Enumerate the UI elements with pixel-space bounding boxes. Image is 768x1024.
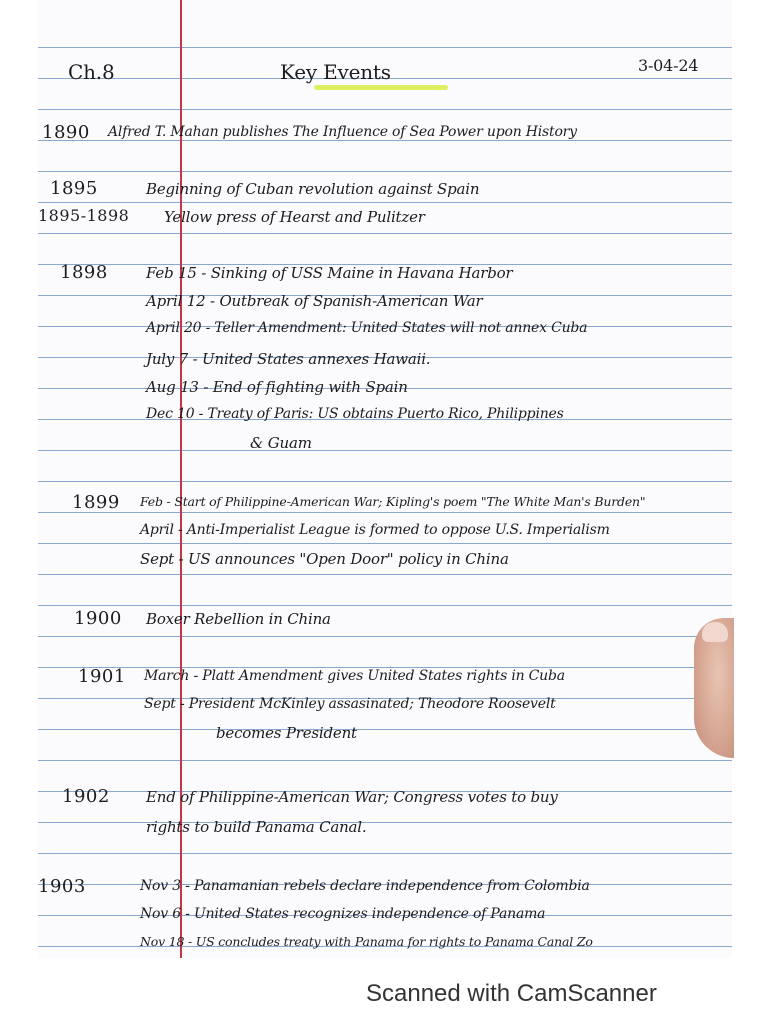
year-1898: 1898	[60, 262, 108, 283]
notebook-page	[38, 0, 732, 958]
event-line: July 7 - United States annexes Hawaii.	[146, 350, 431, 368]
event-line: Dec 10 - Treaty of Paris: US obtains Puerto Rico, Philippines	[146, 406, 564, 422]
event-line: Nov 18 - US concludes treaty with Panama for rights to Panama Canal Zo	[140, 934, 593, 949]
event-line: April - Anti-Imperialist League is formed to oppose U.S. Imperialism	[140, 522, 610, 538]
year-1902: 1902	[62, 786, 110, 807]
chapter-label: Ch.8	[68, 60, 115, 84]
event-line: Sept - US announces "Open Door" policy in China	[140, 550, 509, 568]
year-1890: 1890	[42, 122, 90, 143]
date: 3-04-24	[638, 56, 699, 75]
event-line: & Guam	[250, 434, 312, 452]
event-line: End of Philippine-American War; Congress votes to buy	[146, 788, 558, 806]
event-line: March - Platt Amendment gives United States rights in Cuba	[144, 668, 565, 684]
title-highlight	[314, 85, 448, 90]
event-line: Alfred T. Mahan publishes The Influence of Sea Power upon History	[108, 124, 577, 140]
thumb-image	[694, 618, 734, 758]
event-line: becomes President	[216, 724, 357, 742]
year-1900: 1900	[74, 608, 122, 629]
event-line: April 12 - Outbreak of Spanish-American War	[146, 292, 483, 310]
event-line: Yellow press of Hearst and Pulitzer	[164, 208, 425, 226]
event-line: Aug 13 - End of fighting with Spain	[146, 378, 408, 396]
event-line: April 20 - Teller Amendment: United States will not annex Cuba	[146, 320, 588, 336]
year-1895-1898: 1895-1898	[38, 206, 130, 225]
page-title: Key Events	[280, 60, 391, 84]
year-1903: 1903	[38, 876, 86, 897]
event-line: Feb - Start of Philippine-American War; Kipling's poem "The White Man's Burden"	[140, 494, 646, 509]
event-line: Boxer Rebellion in China	[146, 610, 331, 628]
year-1895: 1895	[50, 178, 98, 199]
event-line: Feb 15 - Sinking of USS Maine in Havana Harbor	[146, 264, 513, 282]
year-1899: 1899	[72, 492, 120, 513]
scanner-watermark: Scanned with CamScanner	[366, 980, 657, 1007]
year-1901: 1901	[78, 666, 126, 687]
event-line: Beginning of Cuban revolution against Spain	[146, 180, 480, 198]
event-line: rights to build Panama Canal.	[146, 818, 367, 836]
event-line: Nov 3 - Panamanian rebels declare independence from Colombia	[140, 878, 590, 894]
event-line: Nov 6 - United States recognizes independence of Panama	[140, 906, 546, 922]
event-line: Sept - President McKinley assasinated; Theodore Roosevelt	[144, 696, 556, 712]
margin-line	[180, 0, 182, 958]
